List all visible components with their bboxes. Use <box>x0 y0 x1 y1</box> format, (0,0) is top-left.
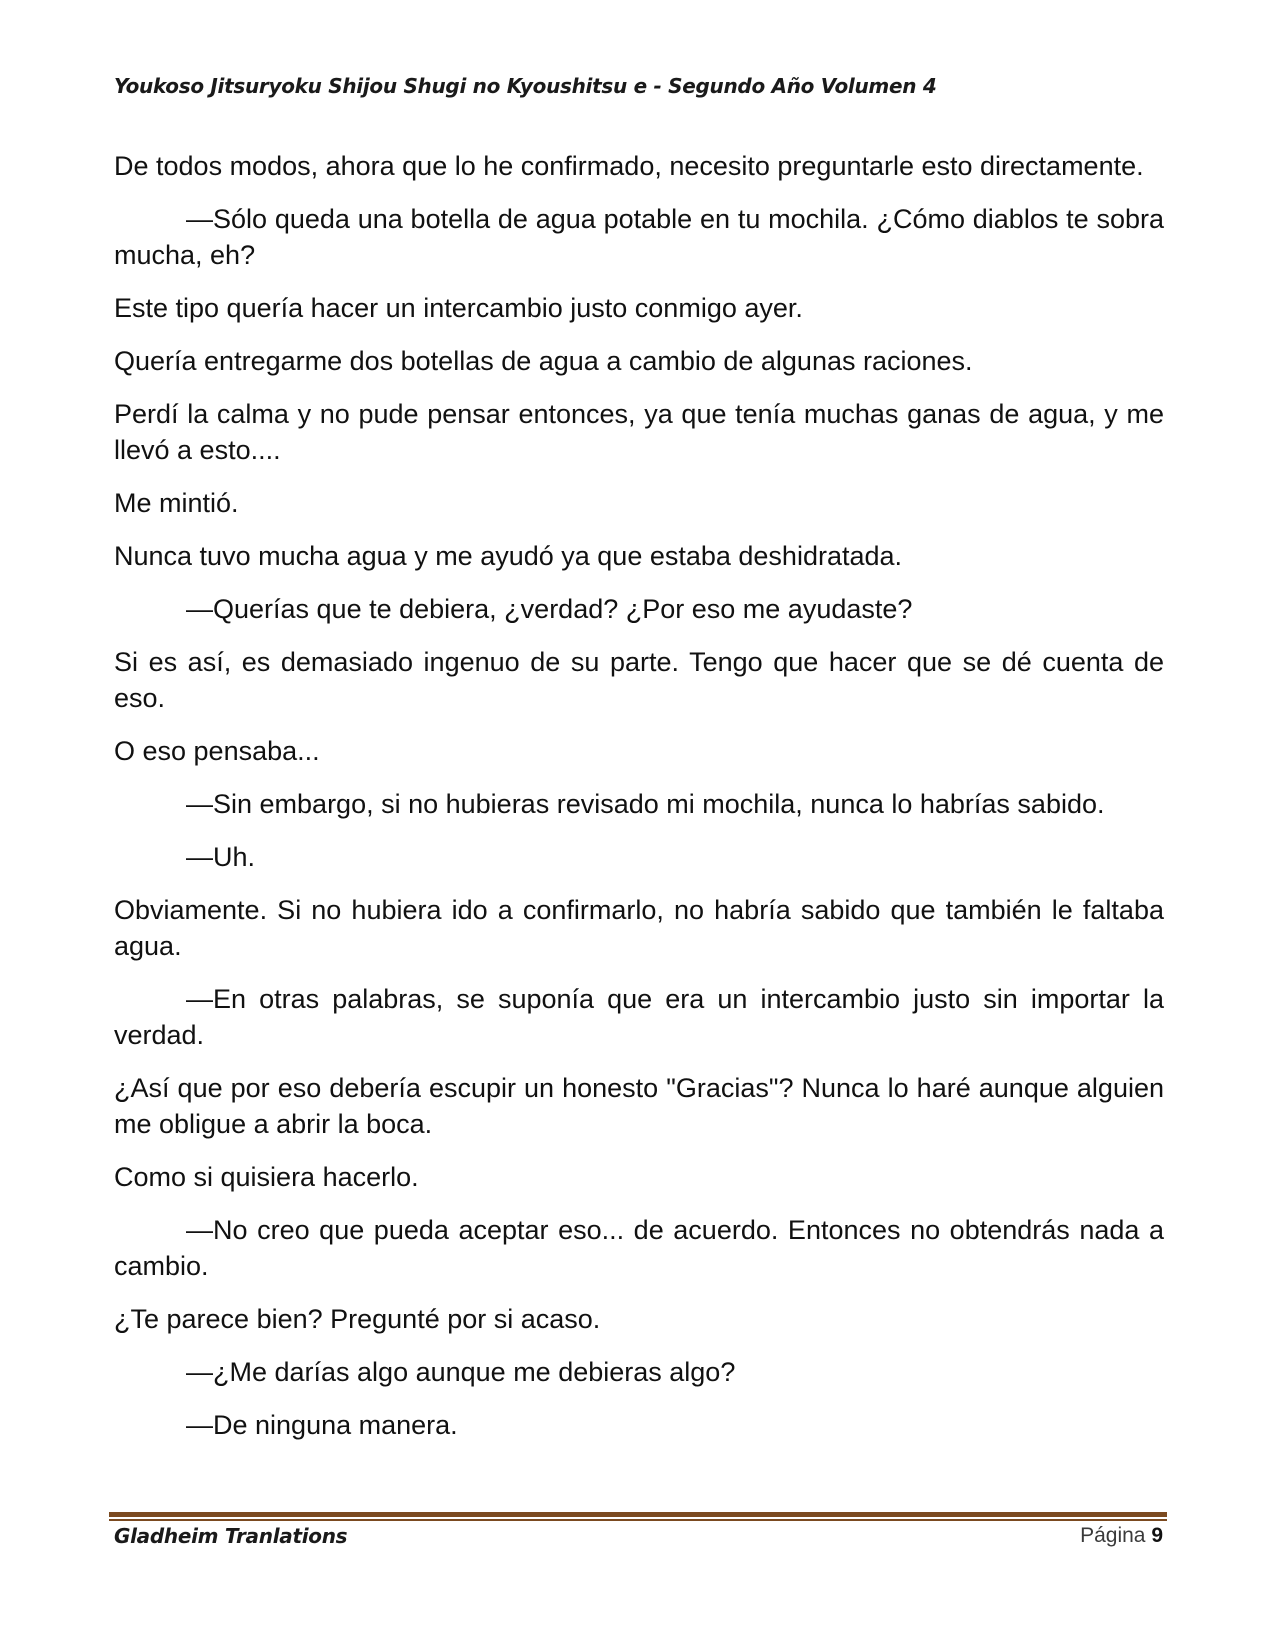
paragraph: ¿Te parece bien? Pregunté por si acaso. <box>114 1304 601 1334</box>
paragraph: Perdí la calma y no pude pensar entonces, ya que tenía muchas ganas de agua, y me llevó a esto.... <box>114 399 1164 465</box>
paragraph: Nunca tuvo mucha agua y me ayudó ya que estaba deshidratada. <box>114 541 903 571</box>
page-header-title: Youkoso Jitsuryoku Shijou Shugi no Kyoushitsu e - Segundo Año Volumen 4 <box>114 74 937 98</box>
page-indicator <box>1080 1524 1163 1548</box>
paragraph: Si es así, es demasiado ingenuo de su parte. Tengo que hacer que se dé cuenta de eso. <box>114 647 1164 713</box>
paragraph: Me mintió. <box>114 488 239 518</box>
paragraph: —Uh. <box>186 842 256 872</box>
paragraph: O eso pensaba... <box>114 736 320 766</box>
paragraph: Como si quisiera hacerlo. <box>114 1162 419 1192</box>
paragraph: ¿Así que por eso debería escupir un honesto "Gracias"? Nunca lo haré aunque alguien me obligue a abrir la boca. <box>114 1073 1164 1139</box>
paragraph: Obviamente. Si no hubiera ido a confirmarlo, no habría sabido que también le faltaba agua. <box>114 895 1164 961</box>
paragraph: —Sólo queda una botella de agua potable en tu mochila. ¿Cómo diablos te sobra mucha, eh? <box>114 204 1164 270</box>
footer-divider-thick <box>109 1512 1167 1517</box>
paragraph: De todos modos, ahora que lo he confirmado, necesito preguntarle esto directamente. <box>114 151 1144 181</box>
paragraph: —Sin embargo, si no hubieras revisado mi mochila, nunca lo habrías sabido. <box>186 789 1105 819</box>
paragraph: —Querías que te debiera, ¿verdad? ¿Por eso me ayudaste? <box>186 594 913 624</box>
paragraph: —De ninguna manera. <box>186 1410 458 1440</box>
paragraph: Quería entregarme dos botellas de agua a cambio de algunas raciones. <box>114 346 973 376</box>
paragraph: —¿Me darías algo aunque me debieras algo? <box>186 1357 736 1387</box>
footer-credit: Gladheim Tranlations <box>114 1524 348 1548</box>
page-number: 9 <box>1151 1524 1163 1547</box>
paragraph: —No creo que pueda aceptar eso... de acuerdo. Entonces no obtendrás nada a cambio. <box>114 1215 1164 1281</box>
paragraph: —En otras palabras, se suponía que era un intercambio justo sin importar la verdad. <box>114 984 1164 1050</box>
paragraph: Este tipo quería hacer un intercambio justo conmigo ayer. <box>114 293 803 323</box>
footer-divider-thin <box>109 1519 1167 1521</box>
page-label: Página <box>1080 1524 1146 1547</box>
body-text <box>114 148 1164 1460</box>
